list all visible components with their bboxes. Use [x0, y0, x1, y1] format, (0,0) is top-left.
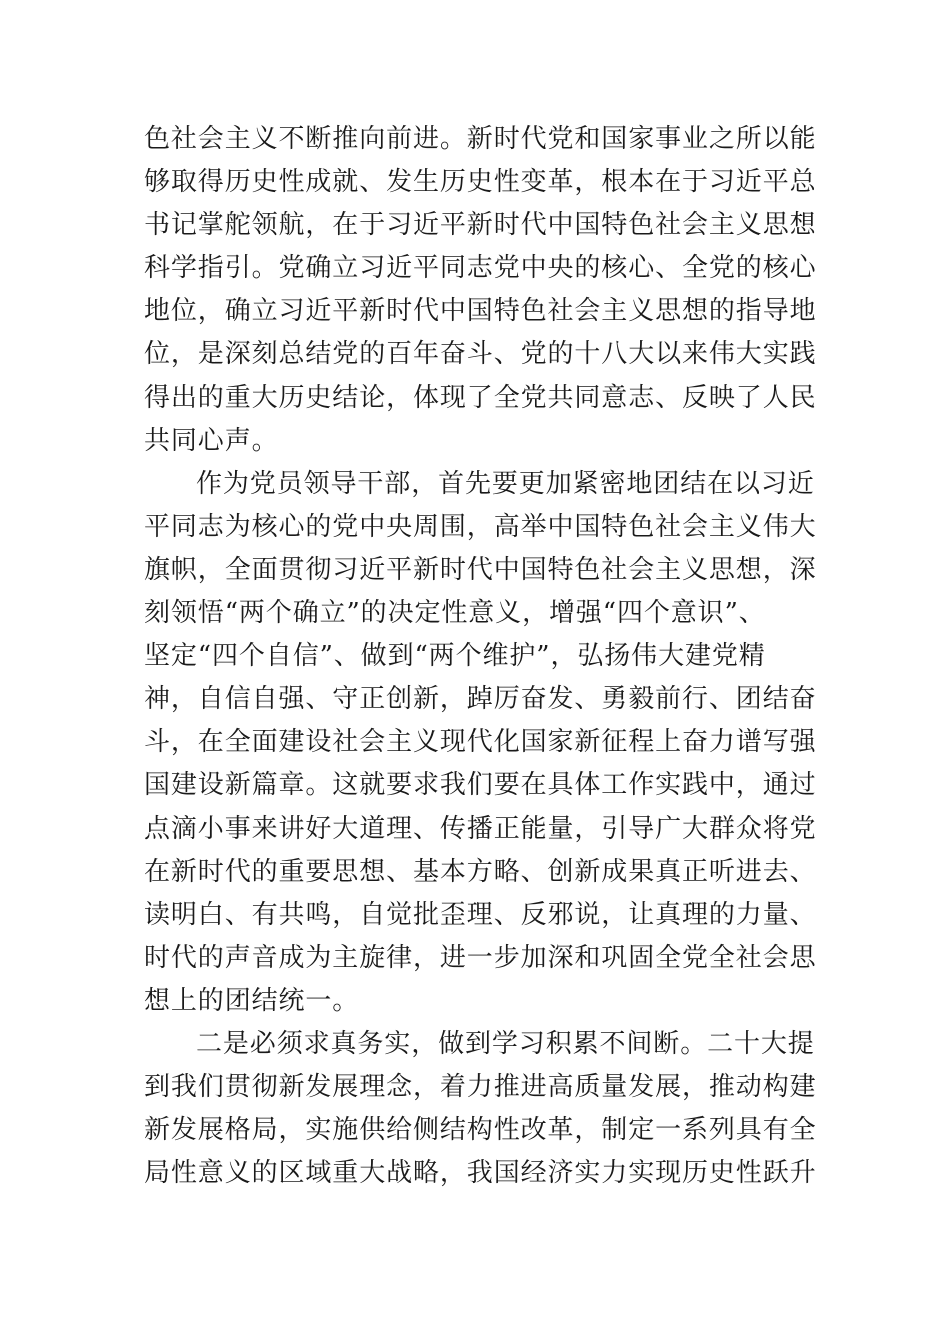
- body-text: [144, 118, 817, 1195]
- text-line: 科学指引。党确立习近平同志党中央的核心、全党的核心: [144, 253, 817, 284]
- paragraph-1: [144, 118, 817, 463]
- text-line: 点滴小事来讲好大道理、传播正能量，引导广大群众将党: [144, 813, 817, 844]
- text-line: 得出的重大历史结论，体现了全党共同意志、反映了人民: [144, 382, 817, 413]
- text-line: 二是必须求真务实，做到学习积累不间断。二十大提: [196, 1028, 815, 1059]
- text-line: 够取得历史性成就、发生历史性变革，根本在于习近平总: [144, 167, 817, 198]
- text-line: 平同志为核心的党中央周围，高举中国特色社会主义伟大: [144, 511, 817, 542]
- text-line: 国建设新篇章。这就要求我们要在具体工作实践中，通过: [144, 770, 817, 801]
- text-line: 神，自信自强、守正创新，踔厉奋发、勇毅前行、团结奋: [144, 684, 817, 715]
- text-line: 书记掌舵领航，在于习近平新时代中国特色社会主义思想: [144, 210, 817, 241]
- text-line: 坚定“四个自信”、做到“两个维护”，弘扬伟大建党精: [144, 641, 766, 672]
- text-line: 到我们贯彻新发展理念，着力推进高质量发展，推动构建: [144, 1072, 817, 1103]
- text-line: 想上的团结统一。: [144, 985, 360, 1016]
- text-line: 共同心声。: [144, 425, 279, 456]
- paragraph-2: [144, 463, 817, 1023]
- text-line: 刻领悟“两个确立”的决定性意义，增强“四个意识”、: [144, 598, 766, 629]
- text-line: 位，是深刻总结党的百年奋斗、党的十八大以来伟大实践: [144, 339, 817, 370]
- text-line: 局性意义的区域重大战略，我国经济实力实现历史性跃升: [144, 1158, 817, 1189]
- text-line: 读明白、有共鸣，自觉批歪理、反邪说，让真理的力量、: [144, 899, 817, 930]
- text-line: 在新时代的重要思想、基本方略、创新成果真正听进去、: [144, 856, 817, 887]
- text-line: 地位，确立习近平新时代中国特色社会主义思想的指导地: [144, 296, 817, 327]
- paragraph-3: [144, 1023, 817, 1195]
- text-line: 斗，在全面建设社会主义现代化国家新征程上奋力谱写强: [144, 727, 817, 758]
- text-line: 色社会主义不断推向前进。新时代党和国家事业之所以能: [144, 124, 817, 154]
- text-line: 新发展格局，实施供给侧结构性改革，制定一系列具有全: [144, 1115, 817, 1146]
- text-line: 时代的声音成为主旋律，进一步加深和巩固全党全社会思: [144, 942, 817, 973]
- text-line: 旗帜，全面贯彻习近平新时代中国特色社会主义思想，深: [144, 554, 817, 585]
- text-line: 作为党员领导干部，首先要更加紧密地团结在以习近: [196, 468, 815, 499]
